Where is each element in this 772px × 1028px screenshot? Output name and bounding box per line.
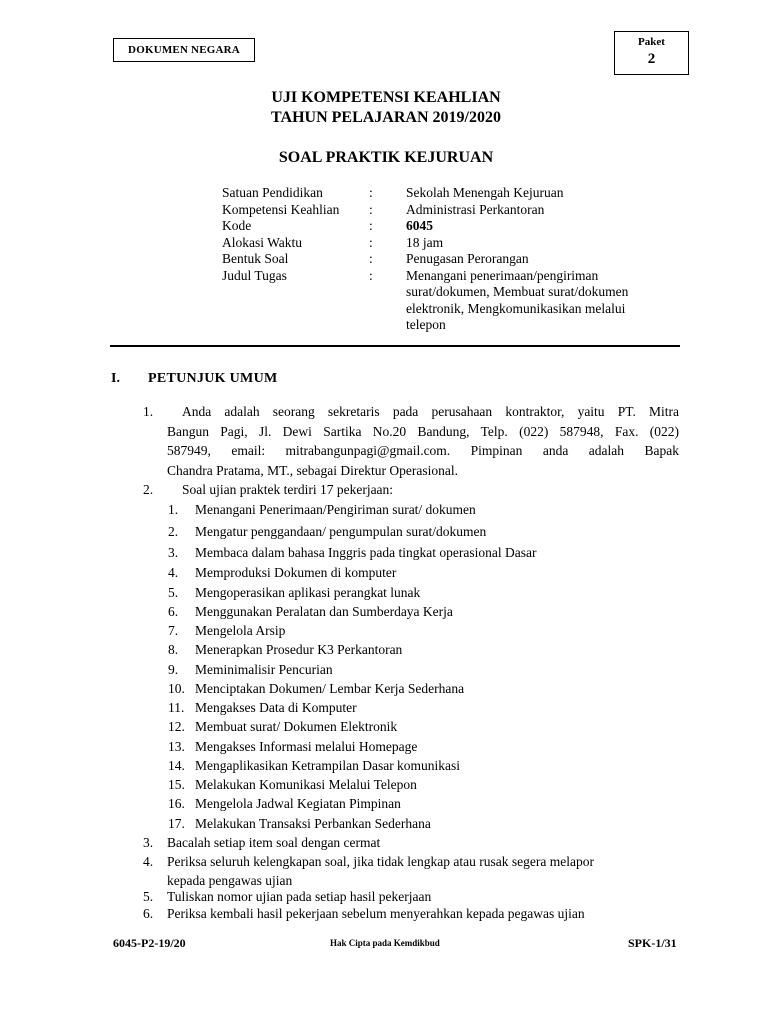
info-value: Penugasan Perorangan [406, 251, 529, 266]
sub-item-text: Menerapkan Prosedur K3 Perkantoran [195, 642, 403, 657]
info-label: Kode [222, 218, 252, 233]
info-colon: : [369, 218, 373, 233]
sub-item-text: Menciptakan Dokumen/ Lembar Kerja Sederhana [195, 681, 465, 696]
title-line-3: SOAL PRAKTIK KEJURUAN [278, 149, 494, 166]
item-number: 5. [143, 889, 154, 904]
paket-box [614, 31, 689, 75]
paket-label: Paket [638, 36, 665, 48]
paket-number: 2 [647, 51, 656, 67]
info-value-code: 6045 [406, 218, 433, 233]
sub-item-number: 4. [168, 565, 179, 580]
sub-item-number: 9. [168, 662, 179, 677]
sub-item-text: Melakukan Transaksi Perbankan Sederhana [195, 816, 431, 831]
info-label: Satuan Pendidikan [222, 185, 323, 200]
sub-item-text: Mengelola Jadwal Kegiatan Pimpinan [195, 796, 401, 811]
sub-item-text: Mengatur penggandaan/ pengumpulan surat/dokumen [195, 524, 487, 539]
document-classification-label: DOKUMEN NEGARA [113, 38, 255, 62]
paragraph-line: Anda adalah seorang sekretaris pada perusahaan kontraktor, yaitu PT. Mitra [182, 404, 679, 419]
sub-item-text: Mengoperasikan aplikasi perangkat lunak [195, 585, 421, 600]
item-text: Bacalah setiap item soal dengan cermat [167, 835, 381, 850]
info-label: Judul Tugas [222, 267, 287, 283]
item-text: Periksa kembali hasil pekerjaan sebelum menyerahkan kepada pegawas ujian [167, 906, 585, 921]
sub-item-text: Memproduksi Dokumen di komputer [195, 565, 397, 580]
paragraph-line: Chandra Pratama, MT., sebagai Direktur Operasional. [167, 462, 459, 478]
section-title: PETUNJUK UMUM [148, 371, 278, 386]
sub-item-number: 7. [168, 623, 179, 638]
sub-item-text: Mengakses Data di Komputer [195, 700, 357, 715]
info-label: Alokasi Waktu [222, 234, 303, 250]
sub-item-number: 2. [168, 524, 179, 539]
sub-item-text: Melakukan Komunikasi Melalui Telepon [195, 777, 417, 792]
item-2-text: Soal ujian praktek terdiri 17 pekerjaan: [182, 482, 394, 497]
item-number: 3. [143, 835, 154, 850]
item-number: 4. [143, 854, 154, 869]
info-row [222, 235, 682, 252]
footer-page-number: SPK-1/31 [628, 936, 677, 950]
info-label: Kompetensi Keahlian [222, 201, 340, 217]
info-value: Sekolah Menengah Kejuruan [406, 185, 564, 200]
sub-item-number: 6. [168, 604, 179, 619]
footer-code: 6045-P2-19/20 [113, 936, 186, 950]
sub-item-text: Meminimalisir Pencurian [195, 662, 333, 677]
info-row-continued [222, 301, 682, 318]
info-value: telepon [406, 317, 446, 332]
sub-item-number: 14. [168, 758, 185, 773]
paragraph-line: Bangun Pagi, Jl. Dewi Sartika No.20 Bandung, Telp. (022) 587948, Fax. (022) [167, 423, 679, 439]
info-row [222, 251, 682, 268]
sub-item-number: 13. [168, 739, 185, 754]
divider [110, 345, 680, 347]
info-row [222, 185, 682, 202]
footer-copyright: Hak Cipta pada Kemdikbud [330, 938, 440, 948]
info-value: elektronik, Mengkomunikasikan melalui [406, 300, 626, 316]
item-number: 2. [143, 482, 154, 497]
sub-item-text: Mengaplikasikan Ketrampilan Dasar komunikasi [195, 758, 461, 773]
info-value: surat/dokumen, Membuat surat/dokumen [406, 284, 629, 299]
sub-item-text: Membaca dalam bahasa Inggris pada tingkat operasional Dasar [195, 545, 537, 560]
exam-info-table [222, 185, 682, 334]
sub-item-number: 12. [168, 719, 185, 734]
info-colon: : [369, 201, 373, 217]
item-text: kepada pengawas ujian [167, 873, 293, 888]
section-number: I. [111, 371, 120, 386]
item-number: 6. [143, 906, 154, 921]
sub-item-number: 1. [168, 502, 179, 517]
info-colon: : [369, 267, 373, 283]
info-colon: : [369, 251, 373, 266]
info-row [222, 202, 682, 219]
title-line-2: TAHUN PELAJARAN 2019/2020 [271, 109, 501, 126]
paragraph-line: 587949, email: mitrabangunpagi@gmail.com. Pimpinan anda adalah Bapak [167, 443, 679, 458]
info-row-continued [222, 284, 682, 301]
sub-item-number: 15. [168, 777, 185, 792]
item-text: Tuliskan nomor ujian pada setiap hasil pekerjaan [167, 889, 432, 904]
info-value: 18 jam [406, 234, 444, 250]
sub-item-text: Mengakses Informasi melalui Homepage [195, 739, 418, 754]
title-line-1: UJI KOMPETENSI KEAHLIAN [271, 89, 501, 106]
sub-item-text: Menangani Penerimaan/Pengiriman surat/ dokumen [195, 502, 476, 517]
sub-item-number: 17. [168, 816, 185, 831]
info-row-continued [222, 317, 682, 334]
info-value: Menangani penerimaan/pengiriman [406, 267, 599, 283]
sub-item-number: 8. [168, 642, 179, 657]
info-colon: : [369, 185, 373, 200]
sub-item-number: 11. [168, 700, 185, 715]
info-row [222, 268, 682, 285]
info-label: Bentuk Soal [222, 251, 289, 266]
sub-item-text: Mengelola Arsip [195, 623, 286, 638]
sub-item-text: Membuat surat/ Dokumen Elektronik [195, 719, 398, 734]
item-text: Periksa seluruh kelengkapan soal, jika tidak lengkap atau rusak segera melapor [167, 854, 594, 869]
sub-item-number: 16. [168, 796, 185, 811]
item-1-paragraph [167, 402, 679, 480]
sub-item-number: 5. [168, 585, 179, 600]
info-colon: : [369, 234, 373, 250]
info-row [222, 218, 682, 235]
sub-item-text: Menggunakan Peralatan dan Sumberdaya Kerja [195, 604, 453, 619]
info-value: Administrasi Perkantoran [406, 201, 545, 217]
sub-item-number: 10. [168, 681, 185, 696]
item-number: 1. [143, 404, 154, 419]
sub-item-number: 3. [168, 545, 179, 560]
